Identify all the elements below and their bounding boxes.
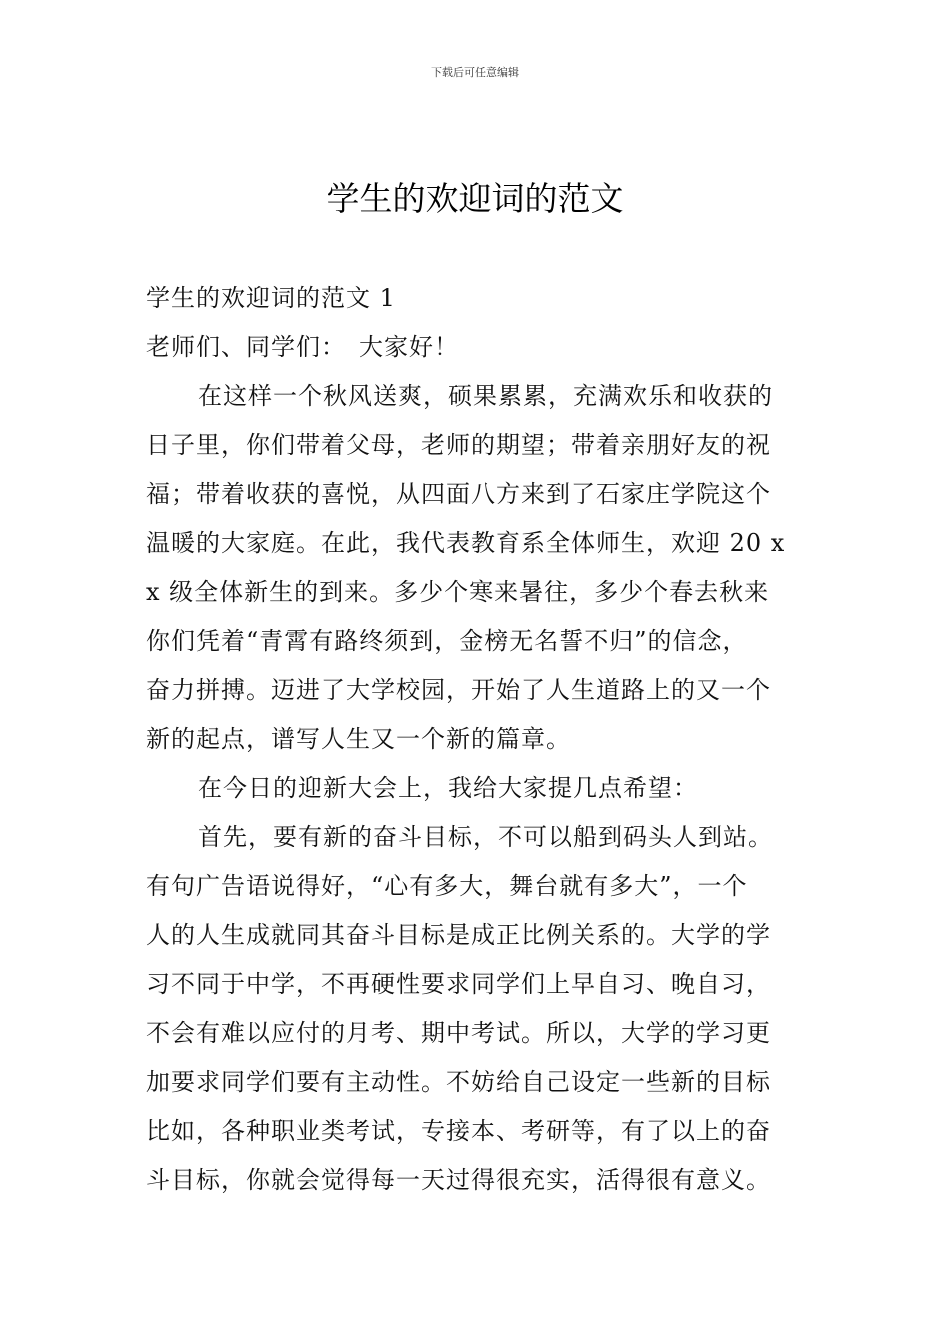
section-heading: 学生的欢迎词的范文 1	[146, 284, 396, 312]
paragraph-line: 人的人生成就同其奋斗目标是成正比例关系的。大学的学	[146, 921, 771, 949]
paragraph-line: 斗目标，你就会觉得每一天过得很充实，活得很有意义。	[146, 1166, 771, 1194]
paragraph-line: 不会有难以应付的月考、期中考试。所以，大学的学习更	[146, 1019, 771, 1047]
paragraph-line: 奋力拼搏。迈进了大学校园，开始了人生道路上的又一个	[146, 676, 771, 704]
salutation-line: 老师们、同学们： 大家好！	[146, 333, 459, 361]
paragraph-line: 日子里，你们带着父母，老师的期望；带着亲朋好友的祝	[146, 431, 771, 459]
paragraph-line: 比如，各种职业类考试，专接本、考研等，有了以上的奋	[146, 1117, 771, 1145]
page-header-note: 下载后可任意编辑	[431, 66, 519, 79]
paragraph-line: 在今日的迎新大会上，我给大家提几点希望：	[198, 774, 698, 802]
paragraph-line: 温暖的大家庭。在此，我代表教育系全体师生，欢迎 20 x	[146, 529, 786, 557]
paragraph-line: 习不同于中学，不再硬性要求同学们上早自习、晚自习，	[146, 970, 771, 998]
paragraph-line: 有句广告语说得好，“心有多大，舞台就有多大”，一个	[146, 872, 748, 900]
paragraph-line: x 级全体新生的到来。多少个寒来暑往，多少个春去秋来	[146, 578, 770, 606]
paragraph-line: 加要求同学们要有主动性。不妨给自己设定一些新的目标	[146, 1068, 771, 1096]
paragraph-line: 新的起点，谱写人生又一个新的篇章。	[146, 725, 571, 753]
paragraph-line: 你们凭着“青霄有路终须到，金榜无名誓不归”的信念，	[146, 627, 748, 655]
paragraph-line: 首先，要有新的奋斗目标，不可以船到码头人到站。	[198, 823, 773, 851]
document-title: 学生的欢迎词的范文	[326, 179, 624, 218]
paragraph-line: 福；带着收获的喜悦，从四面八方来到了石家庄学院这个	[146, 480, 771, 508]
document-body	[146, 274, 810, 1205]
paragraph-line: 在这样一个秋风送爽，硕果累累，充满欢乐和收获的	[198, 382, 773, 410]
